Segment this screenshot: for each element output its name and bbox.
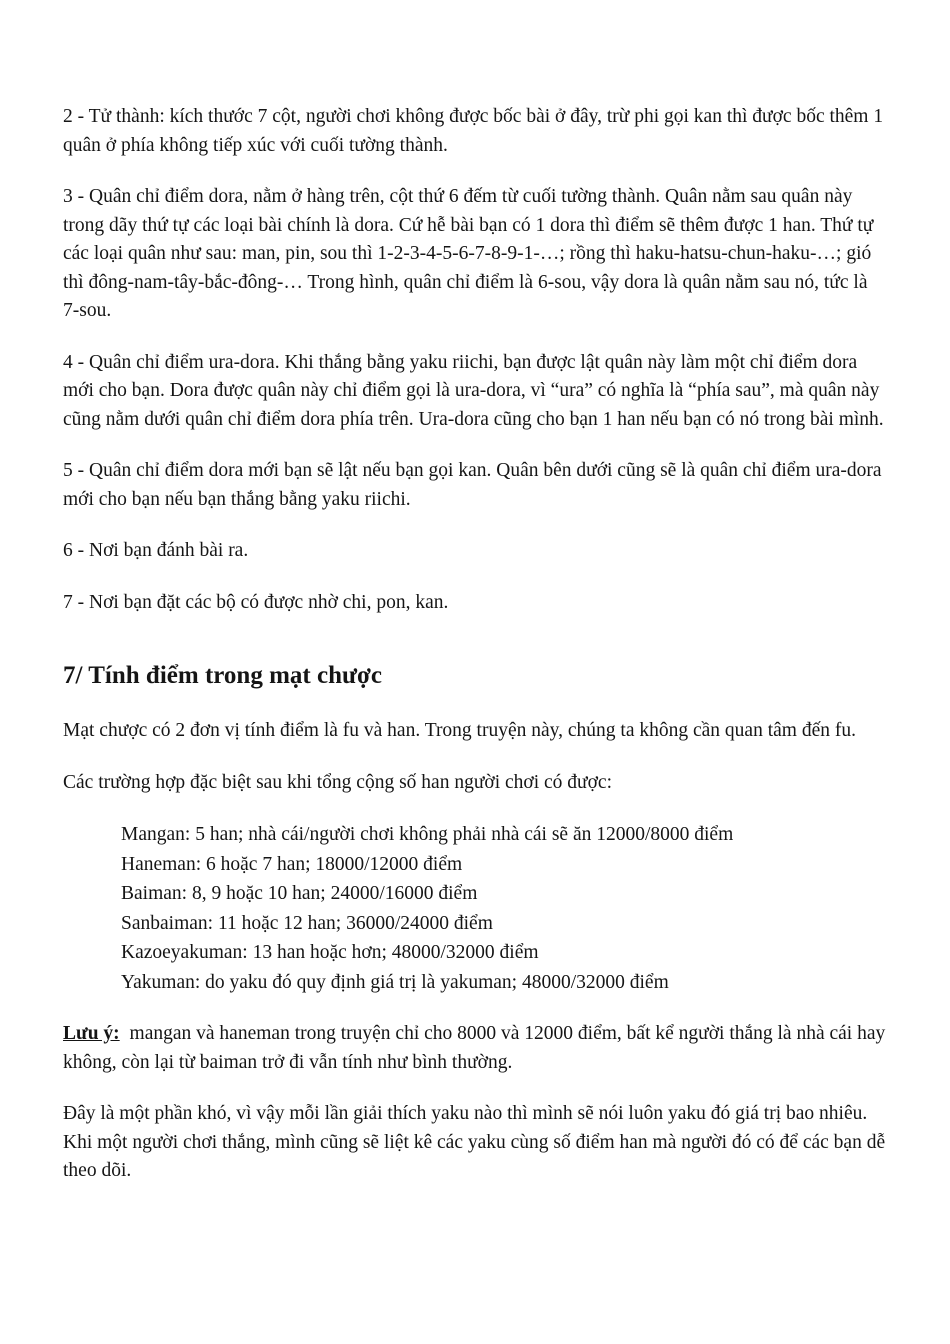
note-item-4: 4 - Quân chỉ điểm ura-dora. Khi thắng bằng yaku riichi, bạn được lật quân này làm một chỉ điểm dora mới cho bạn. Dora được quân này chỉ điểm gọi là ura-dora, vì “ura” có nghĩa là “phía sau”, mà quân này cũng nằm dưới quân chỉ điểm dora phía trên. Ura-dora cũng cho bạn 1 han nếu bạn có nó trong bài mình. [63, 351, 884, 430]
score-case-baiman: Baiman: 8, 9 hoặc 10 han; 24000/16000 điểm [121, 883, 478, 904]
score-case-kazoeyakuman: Kazoeyakuman: 13 han hoặc hơn; 48000/32000 điểm [121, 942, 539, 963]
score-cases-intro: Các trường hợp đặc biệt sau khi tổng cộng số han người chơi có được: [63, 771, 612, 793]
closing-paragraph: Đây là một phần khó, vì vậy mỗi lần giải thích yaku nào thì mình sẽ nói luôn yaku đó giá trị bao nhiêu. Khi một người chơi thắng, mình cũng sẽ liệt kê các yaku cùng số điểm han mà người đó có để các bạn dễ theo dõi. [63, 1103, 886, 1181]
note-item-6: 6 - Nơi bạn đánh bài ra. [63, 540, 249, 561]
note-label: Lưu ý: [63, 1023, 120, 1044]
score-case-mangan: Mangan: 5 han; nhà cái/người chơi không phải nhà cái sẽ ăn 12000/8000 điểm [121, 824, 734, 845]
note-item-3: 3 - Quân chỉ điểm dora, nằm ở hàng trên, cột thứ 6 đếm từ cuối tường thành. Quân nằm sau quân này trong dãy thứ tự các loại bài chính là dora. Cứ hễ bài bạn có 1 dora thì điểm sẽ thêm được 1 han. Thứ tự các loại quân như sau: man, pin, sou thì 1-2-3-4-5-6-7-8-9-1-…; rồng thì haku-hatsu-chun-haku-…; gió thì đông-nam-tây-bắc-đông-… Trong hình, quân chỉ điểm là 6-sou, vậy dora là quân nằm sau nó, tức là 7-sou. [63, 186, 874, 321]
score-cases-list [63, 820, 888, 997]
note-item-2: 2 - Tử thành: kích thước 7 cột, người chơi không được bốc bài ở đây, trừ phi gọi kan thì được bốc thêm 1 quân ở phía không tiếp xúc với cuối tường thành. [63, 106, 884, 156]
note-paragraph [63, 1020, 888, 1077]
section-intro: Mạt chược có 2 đơn vị tính điểm là fu và han. Trong truyện này, chúng ta không cần quan tâm đến fu. [63, 720, 856, 741]
score-case-yakuman: Yakuman: do yaku đó quy định giá trị là yakuman; 48000/32000 điểm [121, 971, 669, 993]
score-case-haneman: Haneman: 6 hoặc 7 han; 18000/12000 điểm [121, 853, 463, 875]
section-heading: 7/ Tính điểm trong mạt chược [63, 662, 382, 689]
score-case-sanbaiman: Sanbaiman: 11 hoặc 12 han; 36000/24000 điểm [121, 912, 493, 934]
note-item-5: 5 - Quân chỉ điểm dora mới bạn sẽ lật nếu bạn gọi kan. Quân bên dưới cũng sẽ là quân chỉ điểm ura-dora mới cho bạn nếu bạn thắng bằng yaku riichi. [63, 460, 882, 510]
note-item-7: 7 - Nơi bạn đặt các bộ có được nhờ chi, pon, kan. [63, 591, 449, 613]
note-text: mangan và haneman trong truyện chỉ cho 8000 và 12000 điểm, bất kể người thắng là nhà cái hay không, còn lại từ baiman trở đi vẫn tính như bình thường. [63, 1023, 886, 1073]
